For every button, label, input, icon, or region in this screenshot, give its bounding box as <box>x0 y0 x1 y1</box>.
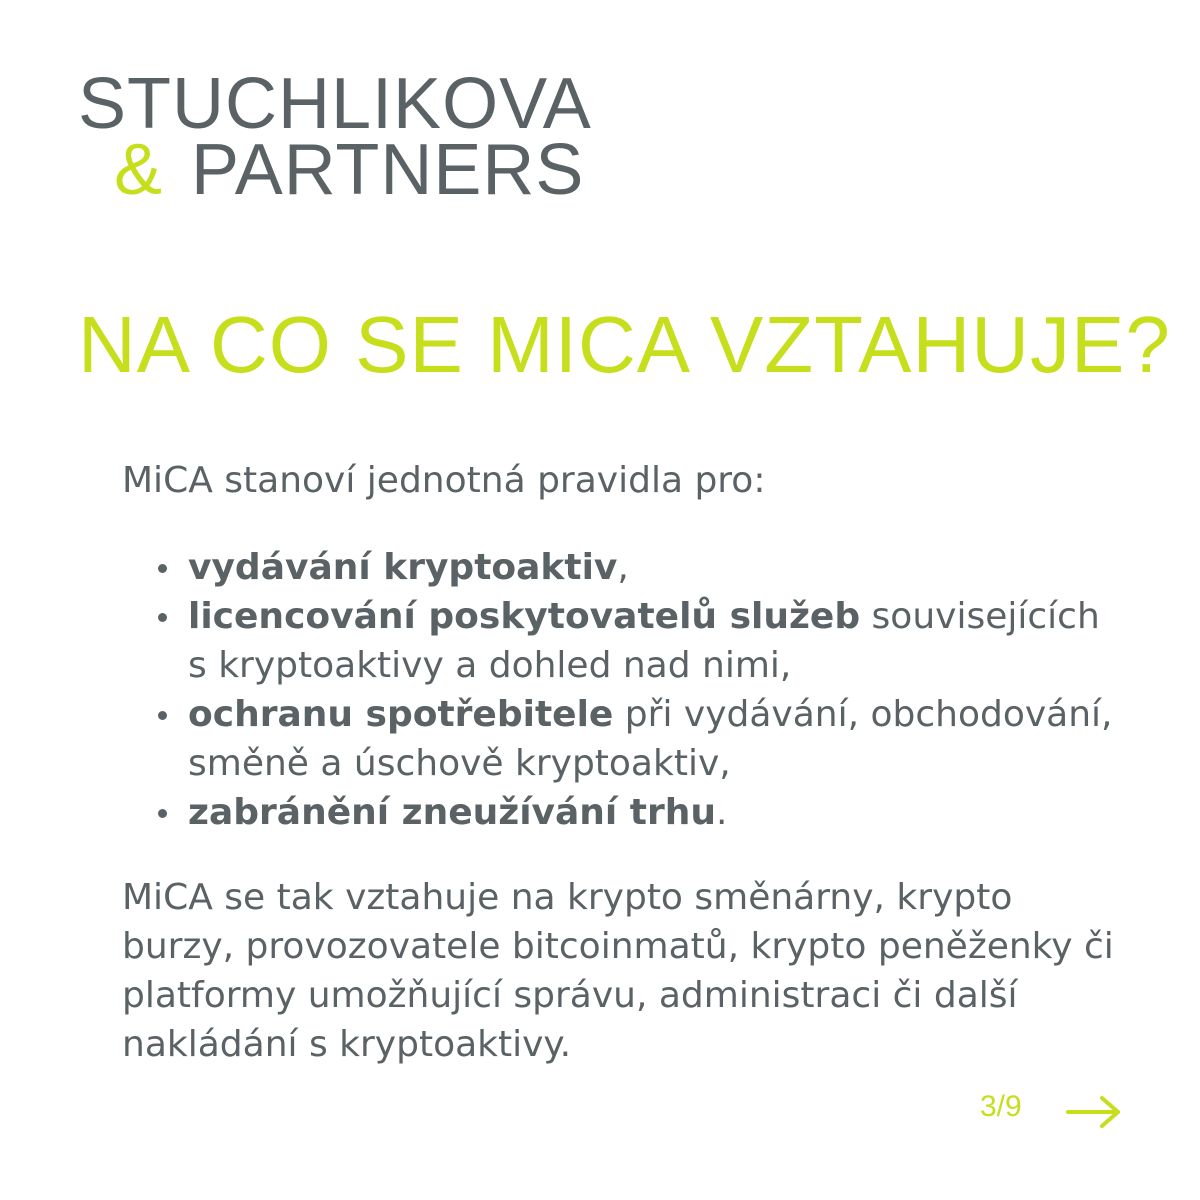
list-item-bold: zabránění zneužívání trhu <box>188 792 717 833</box>
list-item <box>188 592 1122 690</box>
intro-text: MiCA stanoví jednotná pravidla pro: <box>122 460 766 501</box>
list-item-text: , <box>617 547 629 588</box>
arrow-right-icon[interactable] <box>1066 1095 1122 1129</box>
logo-line-1: STUCHLIKOVA <box>78 64 592 144</box>
main-content <box>122 456 1122 1069</box>
logo-ampersand: & <box>114 130 164 210</box>
page-indicator: 3/9 <box>980 1090 1022 1123</box>
logo-line-2 <box>78 130 592 210</box>
list-item <box>188 788 1122 837</box>
brand-logo <box>78 64 592 210</box>
list-item-text: při vydávání, obchodování, směně a úschově kryptoaktiv, <box>188 694 1113 784</box>
list-item-bold: licencování poskytovatelů služeb <box>188 596 861 637</box>
list-item <box>188 543 1122 592</box>
outro-text: MiCA se tak vztahuje na krypto směnárny, krypto burzy, provozovatele bitcoinmatů, krypto peněženky či platformy umožňující správu, administraci či další nakládání s kryptoaktivy. <box>122 877 1114 1065</box>
list-item-text: souvisejících s kryptoaktivy a dohled nad nimi, <box>188 596 1100 686</box>
logo-partners: PARTNERS <box>191 130 585 210</box>
rules-list <box>122 543 1122 837</box>
page-title: NA CO SE MICA VZTAHUJE? <box>78 300 1171 389</box>
list-item <box>188 690 1122 788</box>
list-item-text: . <box>716 792 728 833</box>
list-item-bold: vydávání kryptoaktiv <box>188 547 618 588</box>
list-item-bold: ochranu spotřebitele <box>188 694 614 735</box>
